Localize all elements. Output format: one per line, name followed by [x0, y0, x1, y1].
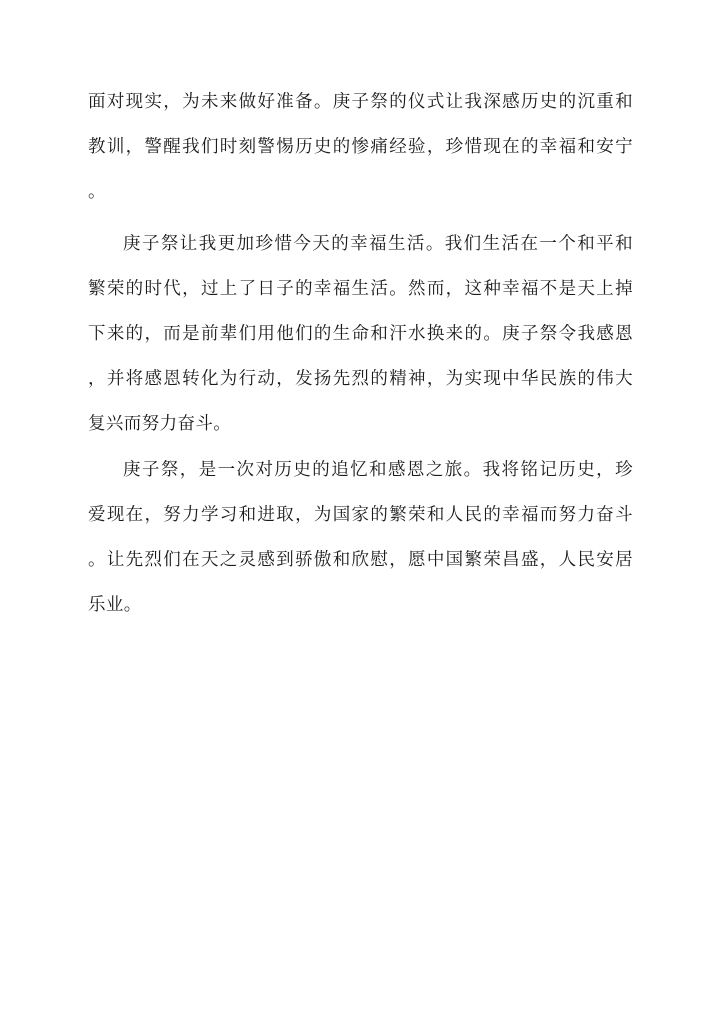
paragraph-line: 。让先烈们在天之灵感到骄傲和欣慰，愿中国繁荣昌盛，人民安居	[88, 550, 633, 570]
paragraph-line: 面对现实，为未来做好准备。庚子祭的仪式让我深感历史的沉重和	[88, 92, 633, 112]
paragraph-line: 乐业。	[88, 595, 142, 615]
paragraph-line: 教训，警醒我们时刻警惕历史的惨痛经验，珍惜现在的幸福和安宁	[88, 137, 633, 157]
paragraph-line: 复兴而努力奋斗。	[88, 414, 232, 434]
paragraph-line: 。	[88, 182, 106, 202]
paragraph-3	[88, 460, 633, 615]
paragraph-1	[88, 92, 633, 202]
paragraph-line: 繁荣的时代，过上了日子的幸福生活。然而，这种幸福不是天上掉	[88, 279, 633, 299]
paragraph-line: 下来的，而是前辈们用他们的生命和汗水换来的。庚子祭令我感恩	[88, 324, 633, 344]
paragraph-line: ，并将感恩转化为行动，发扬先烈的精神，为实现中华民族的伟大	[88, 369, 633, 389]
paragraph-line: 庚子祭，是一次对历史的追忆和感恩之旅。我将铭记历史，珍	[123, 460, 633, 480]
paragraph-2	[88, 234, 633, 434]
paragraph-line: 庚子祭让我更加珍惜今天的幸福生活。我们生活在一个和平和	[123, 234, 633, 254]
paragraph-line: 爱现在，努力学习和进取，为国家的繁荣和人民的幸福而努力奋斗	[88, 505, 633, 525]
